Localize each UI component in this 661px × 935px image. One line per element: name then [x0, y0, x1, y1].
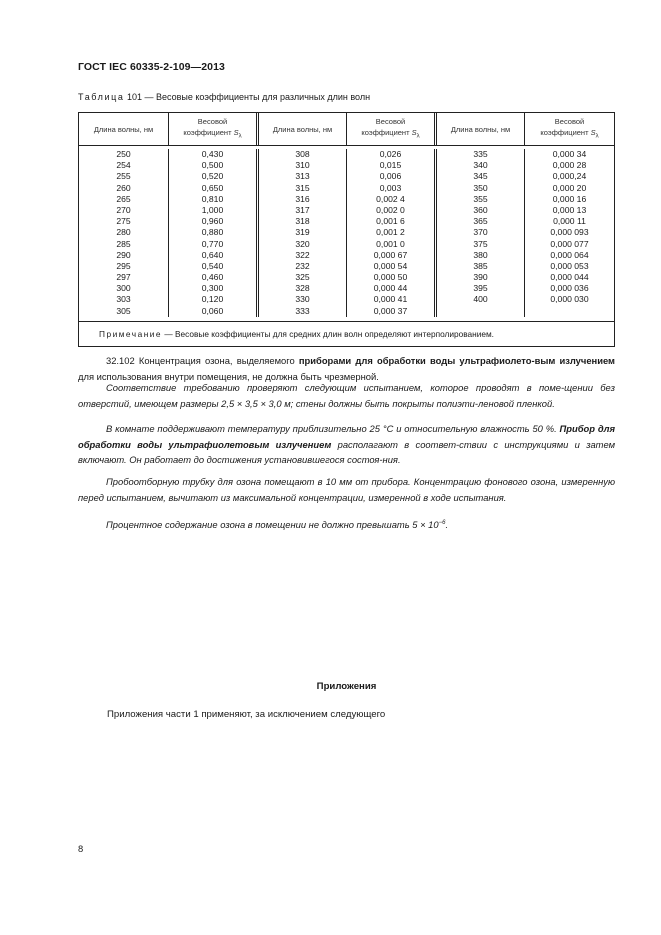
table-cell: 0,000 41: [373, 294, 408, 305]
table-cell: 310: [295, 160, 310, 171]
appendix-text: Приложения части 1 применяют, за исключением следующего: [107, 709, 386, 720]
table-cell: 280: [116, 227, 131, 238]
table-cell: 0,000 34: [552, 149, 587, 159]
table-note: [79, 322, 614, 346]
paragraph-test-conditions: Соответствие требованию проверяют следующим испытанием, которое проводят в поме-щении без отверстий, имеющем размеры 2,5 × 3,5 × 3,0 м; стены должны быть покрыты полиэти-леновой пленкой.: [78, 382, 615, 409]
table-cell: 0,001 2: [376, 227, 405, 238]
table-cell: 330: [295, 294, 310, 305]
table-cell: 300: [116, 283, 131, 294]
table-cell: 0,002 4: [376, 193, 405, 204]
table-cell: 303: [116, 294, 131, 305]
table-cell: 0,003: [379, 182, 402, 193]
table-cell: 0,026: [379, 149, 402, 159]
table-cell: 0,460: [201, 272, 224, 283]
column-weight-3: [525, 149, 614, 317]
column-wavelength-1: [79, 149, 169, 317]
table-cell: 0,015: [379, 160, 402, 171]
table-cell: 250: [116, 149, 131, 159]
table-cell: 265: [116, 193, 131, 204]
table-cell: 320: [295, 238, 310, 249]
table-cell: 317: [295, 204, 310, 215]
table-caption: [78, 92, 370, 102]
p5-text-a: Процентное содержание озона в помещении не должно превышать 5 × 10: [106, 519, 439, 530]
table-body: [79, 146, 614, 322]
column-weight-1: [169, 149, 259, 317]
table-cell: 0,810: [201, 193, 224, 204]
table-cell: 0,650: [201, 182, 224, 193]
table-cell: 318: [295, 216, 310, 227]
header-weight-symbol-sub: λ: [416, 133, 420, 140]
table-note-label: Примечание: [99, 328, 163, 339]
table-cell: 322: [295, 249, 310, 260]
p1-text-bold: приборами для обработки воды ультрафиолето-вым излучением: [298, 355, 615, 366]
header-weight-symbol: S: [233, 127, 239, 137]
table-cell: 0,540: [201, 260, 224, 271]
table-cell: 0,000 064: [550, 249, 589, 260]
p3-text-c: располагают в соответ-ствии с инструкциями и затем включают. Он работает до достижения установившегося состоя-ния.: [78, 438, 616, 466]
table-cell: 0,000 044: [550, 272, 589, 283]
table-cell: 0,000 077: [550, 238, 589, 249]
table-cell: 328: [295, 283, 310, 294]
table-cell: 0,520: [201, 171, 224, 182]
page-number: 8: [78, 843, 84, 854]
table-cell: 0,000 28: [552, 160, 587, 171]
table-cell: 0,960: [201, 216, 224, 227]
table-cell: 255: [116, 171, 131, 182]
header-weight-2: [347, 113, 437, 145]
header-weight-line1: Весовой: [197, 116, 228, 126]
table-cell: 390: [473, 272, 488, 283]
p3-text-a: В комнате поддерживают температуру приблизительно 25 °С и относительную влажность 50 %.: [106, 423, 560, 434]
table-cell: 360: [473, 204, 488, 215]
table-cell: 0,770: [201, 238, 224, 249]
p1-text-c: для использования внутри помещения, не должна быть чрезмерной.: [78, 370, 379, 382]
table-cell: 0,640: [201, 249, 224, 260]
weighting-table: [78, 112, 615, 347]
table-cell: 0,000,24: [552, 171, 587, 182]
p5-exponent: −6: [438, 520, 446, 526]
table-cell: 0,000 053: [550, 260, 589, 271]
header-weight-line2: коэффициент: [361, 127, 410, 137]
table-cell: 0,000 54: [373, 260, 408, 271]
table-cell: 313: [295, 171, 310, 182]
column-weight-2: [347, 149, 437, 317]
table-cell: 345: [473, 171, 488, 182]
table-cell: 0,880: [201, 227, 224, 238]
table-cell: 400: [473, 294, 488, 305]
header-wavelength-2: Длина волны, нм: [259, 113, 347, 145]
table-cell: 395: [473, 283, 488, 294]
appendix-title: Приложения: [316, 681, 377, 692]
table-cell: 0,000 11: [553, 216, 586, 227]
table-caption-text: 101 — Весовые коэффициенты для различных длин волн: [124, 92, 371, 102]
table-cell: 0,500: [201, 160, 224, 171]
table-cell: 0,000 20: [552, 182, 587, 193]
column-wavelength-3: [437, 149, 525, 317]
table-cell: 385: [473, 260, 488, 271]
table-cell: 335: [473, 149, 488, 159]
table-cell: 0,300: [201, 283, 224, 294]
table-cell: 0,000 16: [552, 193, 587, 204]
table-cell: 0,000 50: [373, 272, 408, 283]
table-cell: 0,001 6: [376, 216, 405, 227]
header-weight-symbol-sub: λ: [238, 133, 242, 140]
table-cell: 232: [295, 260, 310, 271]
table-cell: 1,000: [201, 204, 224, 215]
table-cell: 285: [116, 238, 131, 249]
table-cell: 0,000 030: [550, 294, 589, 305]
paragraph-ozone-limit: [78, 516, 615, 533]
table-cell: 340: [473, 160, 488, 171]
table-cell: 0,000 13: [552, 204, 587, 215]
table-cell: 0,120: [201, 294, 224, 305]
table-cell: 355: [473, 193, 488, 204]
document-header: ГОСТ IEC 60335-2-109—2013: [78, 61, 225, 73]
table-cell: 0,006: [379, 171, 402, 182]
table-cell: 0,000 036: [550, 283, 589, 294]
header-weight-symbol-sub: λ: [595, 133, 599, 140]
header-weight-line1: Весовой: [375, 116, 406, 126]
table-cell: 350: [473, 182, 488, 193]
header-weight-line1: Весовой: [554, 116, 585, 126]
table-note-text: — Весовые коэффициенты для средних длин волн определяют интерполированием.: [162, 328, 494, 339]
header-wavelength-3: Длина волны, нм: [437, 113, 525, 145]
table-cell: 0,000 67: [373, 249, 408, 260]
table-cell: 254: [116, 160, 131, 171]
table-cell: 295: [116, 260, 131, 271]
paragraph-sampling-tube: Пробоотборную трубку для озона помещают в 10 мм от прибора. Концентрацию фонового озона, измеренную перед испытанием, вычитают из максимальной концентрации, измеренной в ходе испытания.: [78, 476, 615, 503]
p5-text-c: .: [445, 519, 449, 530]
table-cell: 270: [116, 204, 131, 215]
column-wavelength-2: [259, 149, 347, 317]
table-cell: 375: [473, 238, 488, 249]
table-cell: 316: [295, 193, 310, 204]
table-cell: 333: [295, 305, 310, 316]
paragraph-temperature: [78, 421, 615, 468]
table-cell: 0,000 093: [550, 227, 589, 238]
header-weight-line2: коэффициент: [183, 127, 232, 137]
header-weight-line2: коэффициент: [540, 127, 589, 137]
table-cell: 0,000 44: [373, 283, 408, 294]
header-weight-3: [525, 113, 614, 145]
table-cell: 370: [473, 227, 488, 238]
table-cell: 0,000 37: [373, 305, 408, 316]
table-cell: 365: [473, 216, 488, 227]
table-cell: 305: [116, 305, 131, 316]
table-cell: 380: [473, 249, 488, 260]
header-weight-symbol: S: [411, 127, 417, 137]
table-cell: 308: [295, 149, 310, 159]
table-cell: 315: [295, 182, 310, 193]
table-cell: 260: [116, 182, 131, 193]
table-cell: 290: [116, 249, 131, 260]
table-cell: 325: [295, 272, 310, 283]
header-wavelength-1: Длина волны, нм: [79, 113, 169, 145]
table-cell: 0,001 0: [376, 238, 405, 249]
table-cell: 297: [116, 272, 131, 283]
table-cell: 0,060: [201, 305, 224, 316]
table-cell: 0,002 0: [376, 204, 405, 215]
header-weight-symbol: S: [590, 127, 596, 137]
table-cell: 275: [116, 216, 131, 227]
p1-text-a: 32.102 Концентрация озона, выделяемого: [106, 355, 299, 366]
table-header-row: [79, 113, 614, 146]
p3-text-bold: Прибор для обработки воды ультрафиолетовым излучением: [78, 423, 615, 450]
table-caption-label: Таблица: [78, 92, 125, 102]
table-cell: 0,430: [201, 149, 224, 159]
header-weight-1: [169, 113, 259, 145]
table-cell: 319: [295, 227, 310, 238]
